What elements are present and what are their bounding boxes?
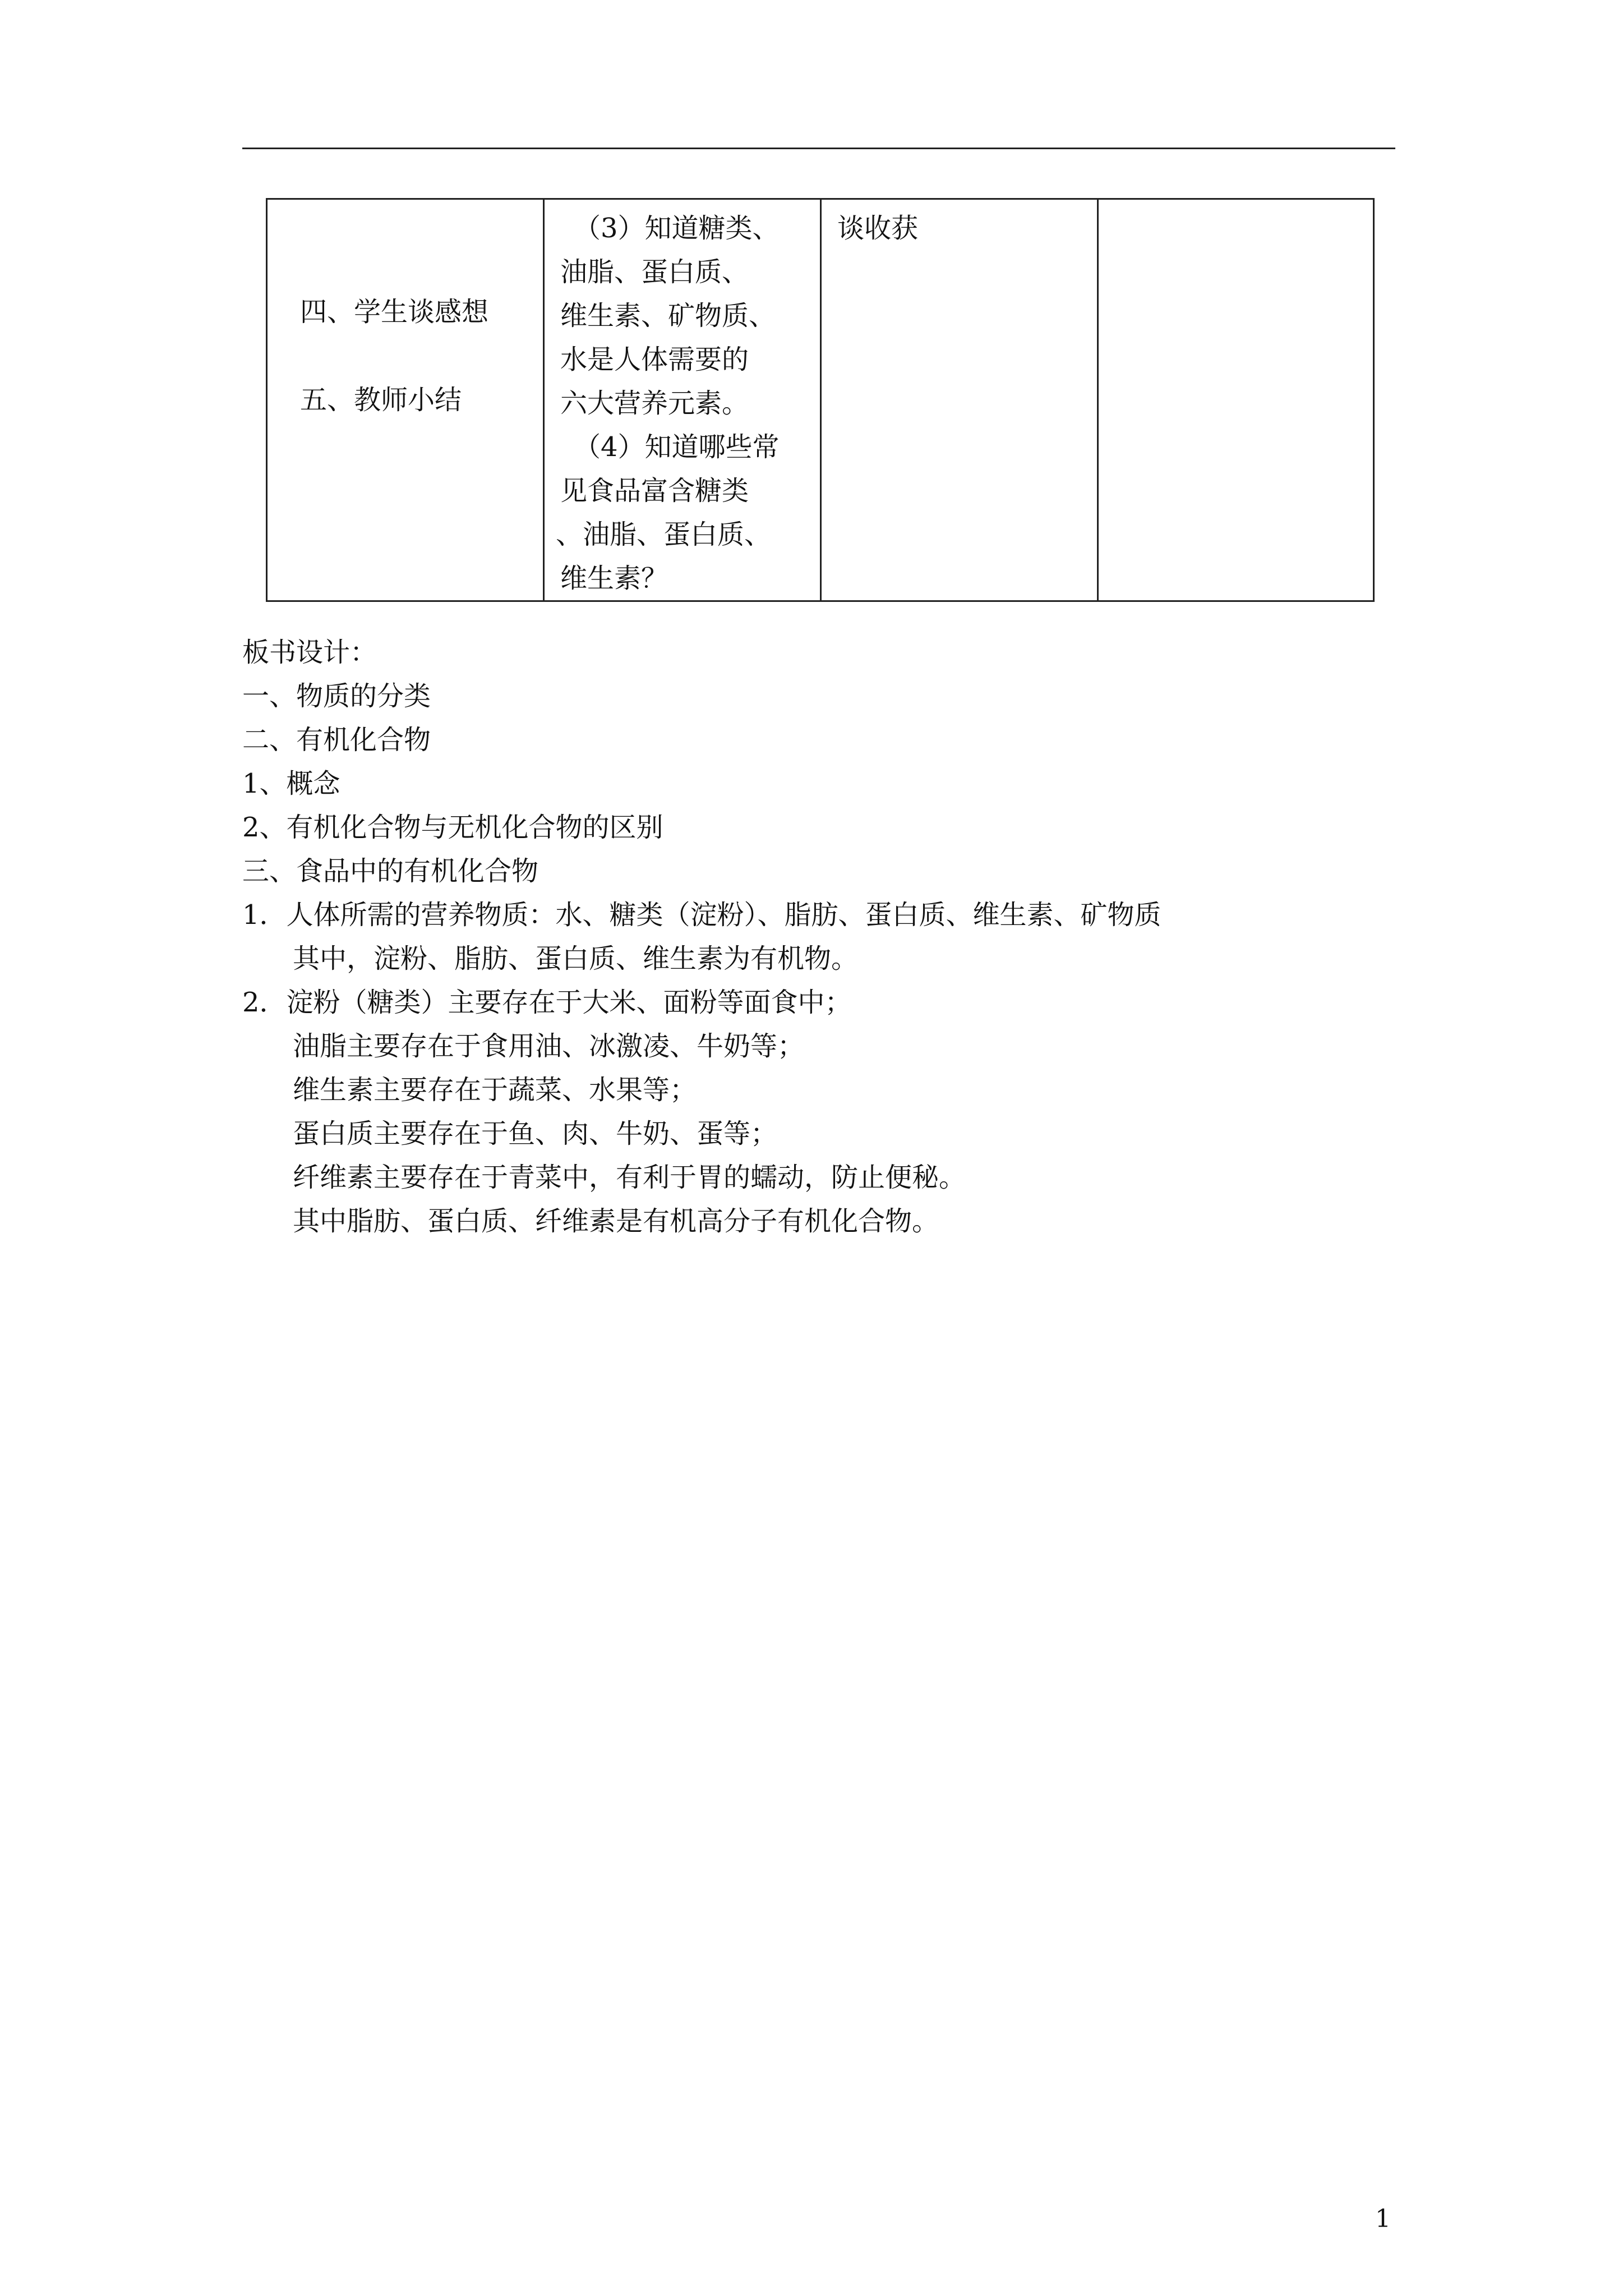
board-line: 1、概念 xyxy=(242,768,340,799)
objective-line: 维生素？ xyxy=(560,563,668,594)
activity-text: 谈收获 xyxy=(837,213,919,244)
board-line: 一、物质的分类 xyxy=(242,680,431,712)
board-design xyxy=(242,631,1386,1243)
step-5-label: 五、教师小结 xyxy=(300,384,462,416)
board-line: 二、有机化合物 xyxy=(242,724,431,756)
lesson-table xyxy=(266,198,1375,602)
board-line: 其中，淀粉、脂肪、蛋白质、维生素为有机物。 xyxy=(293,943,859,974)
board-line: 三、食品中的有机化合物 xyxy=(242,855,539,887)
board-line: 纤维素主要存在于青菜中，有利于胃的蠕动，防止便秘。 xyxy=(293,1162,966,1193)
header-rule xyxy=(242,148,1395,149)
page-number: 1 xyxy=(1375,2205,1391,2233)
board-line: 2、有机化合物与无机化合物的区别 xyxy=(242,812,663,843)
step-cell xyxy=(267,199,544,601)
notes-cell xyxy=(1098,199,1374,601)
objectives-cell xyxy=(544,199,821,601)
objective-line: 见食品富含糖类 xyxy=(560,475,749,507)
objective-line: 六大营养元素。 xyxy=(560,388,749,419)
objective-line: 、油脂、蛋白质、 xyxy=(556,519,772,550)
table-row xyxy=(267,199,1374,601)
board-line: 油脂主要存在于食用油、冰激凌、牛奶等； xyxy=(293,1030,805,1062)
objective-line: 维生素、矿物质、 xyxy=(560,300,776,332)
objective-line: （3）知道糖类、 xyxy=(574,213,780,244)
objective-line: 油脂、蛋白质、 xyxy=(560,256,749,288)
activity-cell xyxy=(821,199,1098,601)
board-line: 1．人体所需的营养物质：水、糖类（淀粉）、脂肪、蛋白质、维生素、矿物质 xyxy=(242,899,1161,931)
objective-line: 水是人体需要的 xyxy=(560,344,749,375)
board-line: 维生素主要存在于蔬菜、水果等； xyxy=(293,1074,697,1106)
step-4-label: 四、学生谈感想 xyxy=(300,296,489,328)
board-line: 2．淀粉（糖类）主要存在于大米、面粉等面食中； xyxy=(242,987,852,1018)
board-heading: 板书设计： xyxy=(242,637,377,668)
board-line: 蛋白质主要存在于鱼、肉、牛奶、蛋等； xyxy=(293,1118,778,1149)
objective-line: （4）知道哪些常 xyxy=(574,431,780,463)
board-line: 其中脂肪、蛋白质、纤维素是有机高分子有机化合物。 xyxy=(293,1205,939,1237)
